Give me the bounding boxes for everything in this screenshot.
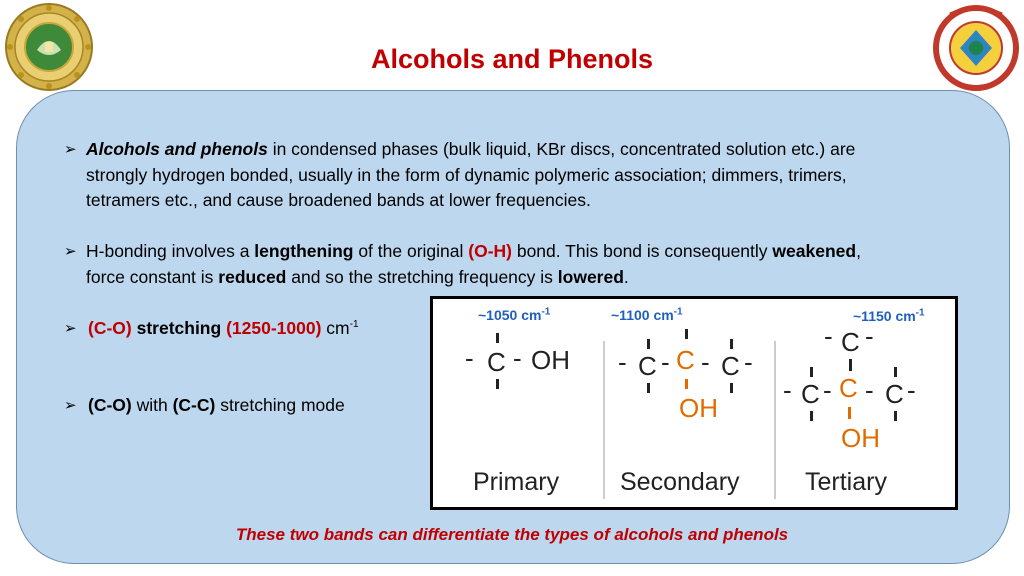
tertiary-bond <box>810 367 813 377</box>
alcohol-structures-diagram <box>433 299 955 507</box>
label-secondary: Secondary <box>620 468 740 496</box>
primary-oh: OH <box>531 345 570 375</box>
bullet4-with: with <box>131 395 173 415</box>
bullet1-line2: strongly hydrogen bonded, usually in the form of dynamic polymeric association; dimmers, trimers, <box>86 164 847 185</box>
secondary-carbon-right: C <box>721 351 740 381</box>
bullet-co-cc <box>64 393 424 419</box>
arrow-bullet-icon: ➢ <box>64 397 77 414</box>
bullet1-term: Alcohols and phenols <box>86 139 268 159</box>
tertiary-bond <box>894 367 897 377</box>
secondary-bond <box>647 339 650 349</box>
secondary-bond <box>730 339 733 349</box>
bullet2-lengthening: lengthening <box>254 241 354 261</box>
tertiary-dash-4: - <box>907 375 916 405</box>
secondary-dash-4: - <box>744 347 753 377</box>
secondary-dash-1: - <box>618 347 627 377</box>
secondary-carbon-center: C <box>676 345 695 375</box>
bullet-h-bonding <box>64 239 964 290</box>
bullet4-rest: stretching mode <box>215 395 345 415</box>
bullet2-text: of the original <box>353 241 469 261</box>
bullet3-range: (1250-1000) <box>226 318 322 338</box>
primary-carbon: C <box>487 347 506 377</box>
bullet2-text: , <box>856 241 861 261</box>
bullet2-text: . <box>623 266 629 287</box>
tertiary-bond-top <box>849 359 852 371</box>
secondary-bond <box>685 329 688 339</box>
freq-tertiary: ~1150 $cm^{-1}$ <box>853 307 925 324</box>
tertiary-carbon-left: C <box>801 379 820 409</box>
secondary-bond <box>730 383 733 393</box>
secondary-oh: OH <box>679 393 718 423</box>
primary-dash-right: - <box>513 343 522 373</box>
alcohol-types-figure <box>430 296 958 510</box>
arrow-bullet-icon: ➢ <box>64 141 77 158</box>
secondary-dash-3: - <box>701 347 710 377</box>
bullet2-text: force constant is <box>86 266 219 287</box>
bullet2-weakened: weakened <box>772 241 857 261</box>
arrow-bullet-icon: ➢ <box>64 243 77 260</box>
tertiary-bond <box>810 411 813 421</box>
bullet4-co: (C-O) <box>88 395 132 415</box>
secondary-carbon-left: C <box>638 351 657 381</box>
bullet2-text: bond. This bond is consequently <box>511 241 773 261</box>
freq-primary: ~1050 $cm^{-1}$ <box>478 306 551 323</box>
primary-bond-down <box>496 379 499 389</box>
bullet3-exponent: -1 <box>349 319 359 331</box>
tertiary-oh: OH <box>841 423 880 453</box>
tertiary-carbon-top: C <box>841 327 860 357</box>
label-tertiary: Tertiary <box>805 468 887 496</box>
bullet-co-stretching <box>64 316 424 342</box>
secondary-dash-2: - <box>661 347 670 377</box>
bullet3-stretching: stretching <box>131 318 227 338</box>
tertiary-dash-top-left: - <box>824 321 833 351</box>
bullet2-lowered: lowered <box>557 266 624 287</box>
tertiary-bond <box>894 411 897 421</box>
freq-secondary: ~1100 $cm^{-1}$ <box>611 306 683 323</box>
label-primary: Primary <box>473 468 560 496</box>
bullet2-oh: (O-H) <box>468 241 512 261</box>
primary-dash-left: - <box>465 343 474 373</box>
tertiary-dash-2: - <box>823 375 832 405</box>
bullet3-unit: cm <box>321 318 350 338</box>
bullet2-text: and so the stretching frequency is <box>286 266 558 287</box>
tertiary-bond-oh <box>848 407 851 419</box>
tertiary-dash-1: - <box>783 375 792 405</box>
arrow-bullet-icon: ➢ <box>64 320 77 337</box>
tertiary-dash-3: - <box>865 375 874 405</box>
tertiary-dash-top-right: - <box>865 321 874 351</box>
university-seal-logo <box>4 2 94 92</box>
tertiary-carbon-center: C <box>839 373 858 403</box>
primary-bond-up <box>496 333 499 343</box>
bullet1-line3: tetramers etc., and cause broadened bands at lower frequencies. <box>86 190 591 210</box>
tertiary-carbon-right: C <box>885 379 904 409</box>
bullet2-reduced: reduced <box>218 266 287 287</box>
slide-title: Alcohols and Phenols <box>370 44 654 74</box>
bullet1-line1: in condensed phases (bulk liquid, KBr discs, concentrated solution etc.) are <box>267 139 856 159</box>
bullet4-cc: (C-C) <box>172 395 216 415</box>
secondary-bond-oh <box>685 379 688 389</box>
bullet2-text: H-bonding involves a <box>86 241 255 261</box>
bullet-alcohols-phenols <box>64 137 964 214</box>
secondary-bond <box>647 383 650 393</box>
footnote: These two bands can differentiate the types of alcohols and phenols <box>235 525 789 544</box>
bullet3-co: (C-O) <box>88 318 132 338</box>
college-logo <box>930 0 1022 92</box>
